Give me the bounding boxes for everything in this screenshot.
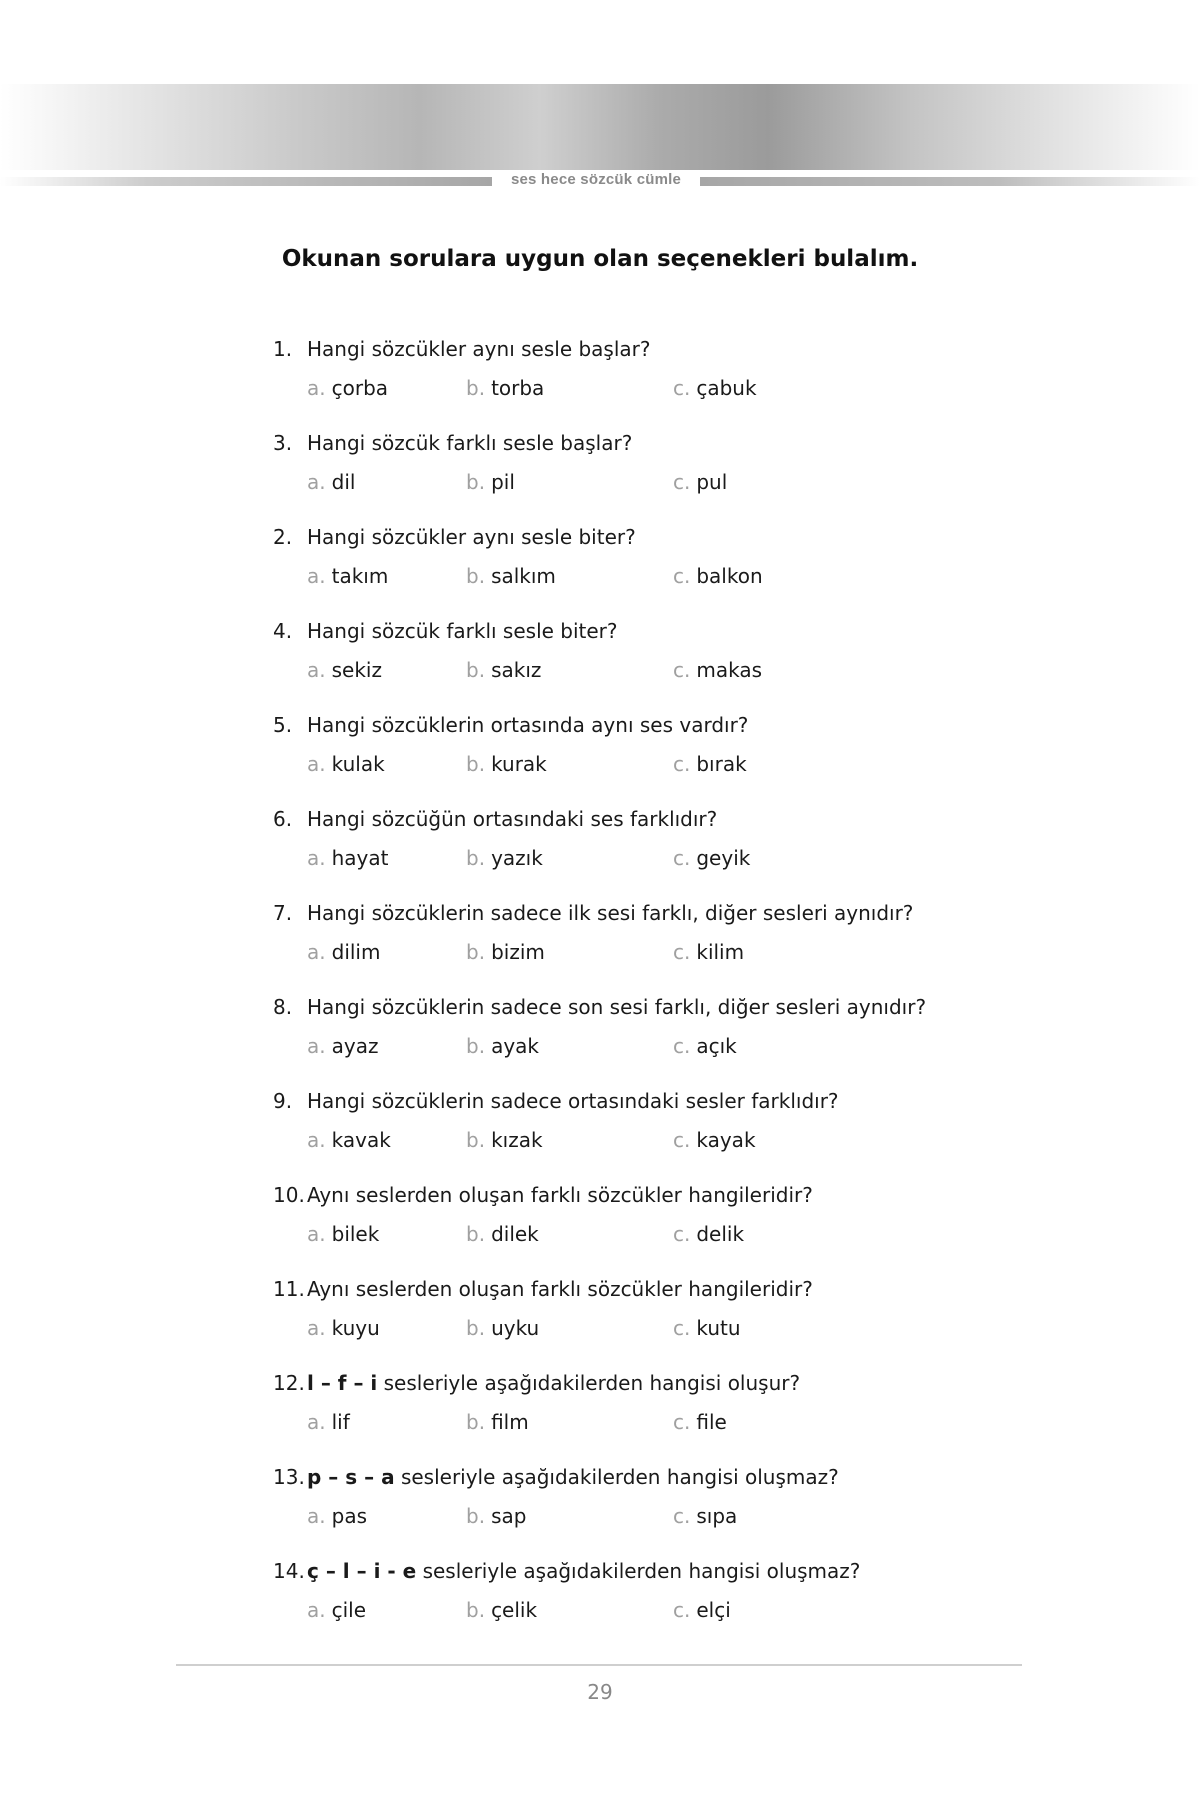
option-a[interactable] — [307, 463, 355, 501]
option-b[interactable] — [466, 1497, 526, 1535]
option-letter: b. — [466, 940, 486, 964]
option-b[interactable] — [466, 745, 547, 783]
option-row — [273, 369, 973, 407]
option-letter: b. — [466, 564, 486, 588]
question-text: Hangi sözcüklerin sadece ortasındaki sesler farklıdır? — [307, 1089, 839, 1113]
option-word: geyik — [696, 846, 751, 870]
option-row — [273, 745, 973, 783]
option-letter: c. — [673, 1504, 691, 1528]
question-item — [273, 803, 973, 897]
option-word: dil — [331, 470, 356, 494]
option-letter: b. — [466, 1128, 486, 1152]
question-number: 2. — [273, 525, 293, 549]
option-word: kuyu — [331, 1316, 380, 1340]
option-word: sekiz — [331, 658, 382, 682]
question-text: Hangi sözcükler aynı sesle biter? — [307, 525, 636, 549]
option-row — [273, 933, 973, 971]
option-letter: b. — [466, 470, 486, 494]
question-number: 5. — [273, 713, 293, 737]
question-text-line — [273, 991, 973, 1023]
option-letter: c. — [673, 1128, 691, 1152]
option-word: kayak — [696, 1128, 756, 1152]
option-word: bilek — [331, 1222, 380, 1246]
question-number: 4. — [273, 619, 293, 643]
option-word: pas — [331, 1504, 367, 1528]
question-text: Hangi sözcük farklı sesle biter? — [307, 619, 618, 643]
option-word: sakız — [491, 658, 542, 682]
option-letter: b. — [466, 1504, 486, 1528]
option-letter: c. — [673, 846, 691, 870]
question-number: 6. — [273, 807, 293, 831]
option-c[interactable] — [673, 933, 744, 971]
option-letter: a. — [307, 376, 326, 400]
option-a[interactable] — [307, 369, 388, 407]
option-word: pul — [696, 470, 728, 494]
option-b[interactable] — [466, 369, 544, 407]
option-c[interactable] — [673, 557, 763, 595]
option-word: çorba — [331, 376, 389, 400]
option-c[interactable] — [673, 1215, 744, 1253]
question-text-line — [273, 1461, 973, 1493]
option-c[interactable] — [673, 839, 750, 877]
option-row — [273, 1309, 973, 1347]
option-row — [273, 1027, 973, 1065]
option-word: uyku — [491, 1316, 540, 1340]
option-word: kurak — [491, 752, 547, 776]
option-word: kızak — [491, 1128, 543, 1152]
question-item — [273, 1085, 973, 1179]
option-word: dilek — [491, 1222, 539, 1246]
option-a[interactable] — [307, 1403, 350, 1441]
option-letter: b. — [466, 1222, 486, 1246]
question-text-line — [273, 1179, 973, 1211]
option-word: balkon — [696, 564, 763, 588]
option-letter: c. — [673, 564, 691, 588]
question-text-line — [273, 427, 973, 459]
question-text-line — [273, 521, 973, 553]
option-word: makas — [696, 658, 763, 682]
option-row — [273, 839, 973, 877]
option-a[interactable] — [307, 1497, 367, 1535]
option-word: sap — [491, 1504, 527, 1528]
option-letter: a. — [307, 658, 326, 682]
question-number: 8. — [273, 995, 293, 1019]
option-word: dilim — [331, 940, 381, 964]
option-a[interactable] — [307, 1027, 378, 1065]
question-number: 7. — [273, 901, 293, 925]
option-letter: c. — [673, 376, 691, 400]
header-band — [0, 84, 1200, 170]
option-word: kulak — [331, 752, 385, 776]
option-a[interactable] — [307, 745, 385, 783]
question-text-line — [273, 615, 973, 647]
question-text: Hangi sözcüklerin sadece son sesi farklı, diğer sesleri aynıdır? — [307, 995, 927, 1019]
option-word: torba — [491, 376, 545, 400]
page-number: 29 — [587, 1680, 613, 1704]
option-b[interactable] — [466, 463, 515, 501]
option-b[interactable] — [466, 557, 556, 595]
option-c[interactable] — [673, 1591, 731, 1629]
option-c[interactable] — [673, 651, 762, 689]
option-letter: a. — [307, 1598, 326, 1622]
option-letter: a. — [307, 846, 326, 870]
option-b[interactable] — [466, 651, 541, 689]
option-row — [273, 1121, 973, 1159]
option-a[interactable] — [307, 651, 382, 689]
question-text: sesleriyle aşağıdakilerden hangisi oluşmaz? — [422, 1559, 861, 1583]
question-item — [273, 709, 973, 803]
option-word: bırak — [696, 752, 747, 776]
option-c[interactable] — [673, 1403, 727, 1441]
question-item — [273, 427, 973, 521]
option-letter: a. — [307, 1128, 326, 1152]
option-letter: c. — [673, 940, 691, 964]
question-text: sesleriyle aşağıdakilerden hangisi oluşmaz? — [400, 1465, 839, 1489]
option-word: açık — [696, 1034, 737, 1058]
question-text-line — [273, 803, 973, 835]
option-letter: a. — [307, 1316, 326, 1340]
question-text: Aynı seslerden oluşan farklı sözcükler hangileridir? — [307, 1277, 813, 1301]
option-word: sıpa — [696, 1504, 738, 1528]
option-c[interactable] — [673, 463, 727, 501]
option-row — [273, 1497, 973, 1535]
option-word: yazık — [491, 846, 543, 870]
header-strip-left — [0, 177, 492, 186]
option-c[interactable] — [673, 1121, 756, 1159]
question-item — [273, 1555, 973, 1649]
option-word: çabuk — [696, 376, 757, 400]
option-a[interactable] — [307, 1591, 366, 1629]
question-text-line — [273, 1367, 973, 1399]
option-word: ayak — [491, 1034, 539, 1058]
option-word: delik — [696, 1222, 745, 1246]
option-letter: c. — [673, 1034, 691, 1058]
question-number: 13. — [273, 1465, 305, 1489]
option-letter: a. — [307, 1222, 326, 1246]
option-word: ayaz — [331, 1034, 379, 1058]
question-item — [273, 1273, 973, 1367]
option-c[interactable] — [673, 1309, 741, 1347]
option-b[interactable] — [466, 933, 545, 971]
question-sounds: p – s – a — [307, 1465, 395, 1489]
question-number: 3. — [273, 431, 293, 455]
question-text-line — [273, 333, 973, 365]
option-word: pil — [491, 470, 515, 494]
option-letter: c. — [673, 1316, 691, 1340]
option-letter: c. — [673, 1410, 691, 1434]
question-text: Hangi sözcük farklı sesle başlar? — [307, 431, 633, 455]
question-item — [273, 991, 973, 1085]
option-letter: c. — [673, 1222, 691, 1246]
option-letter: c. — [673, 658, 691, 682]
option-letter: a. — [307, 1504, 326, 1528]
option-letter: c. — [673, 470, 691, 494]
option-a[interactable] — [307, 1309, 380, 1347]
option-c[interactable] — [673, 369, 757, 407]
footer-divider — [176, 1664, 1022, 1666]
header-strip-right — [700, 177, 1200, 186]
option-word: çelik — [491, 1598, 538, 1622]
option-letter: b. — [466, 658, 486, 682]
option-b[interactable] — [466, 1027, 539, 1065]
option-letter: c. — [673, 1598, 691, 1622]
question-text-line — [273, 1555, 973, 1587]
option-c[interactable] — [673, 745, 747, 783]
option-b[interactable] — [466, 1121, 543, 1159]
option-letter: c. — [673, 752, 691, 776]
option-word: bizim — [491, 940, 545, 964]
question-sounds: ç – l – i - e — [307, 1559, 417, 1583]
question-item — [273, 333, 973, 427]
option-letter: a. — [307, 1034, 326, 1058]
option-c[interactable] — [673, 1027, 737, 1065]
option-letter: b. — [466, 1316, 486, 1340]
option-word: file — [696, 1410, 727, 1434]
question-item — [273, 1179, 973, 1273]
option-letter: b. — [466, 1410, 486, 1434]
question-text: sesleriyle aşağıdakilerden hangisi oluşur? — [383, 1371, 801, 1395]
option-row — [273, 557, 973, 595]
instruction-heading: Okunan sorulara uygun olan seçenekleri bulalım. — [281, 246, 919, 272]
option-word: lif — [331, 1410, 350, 1434]
question-text: Hangi sözcüğün ortasındaki ses farklıdır? — [307, 807, 718, 831]
question-text: Hangi sözcükler aynı sesle başlar? — [307, 337, 651, 361]
question-text: Hangi sözcüklerin ortasında aynı ses vardır? — [307, 713, 749, 737]
question-item — [273, 521, 973, 615]
option-a[interactable] — [307, 557, 388, 595]
option-b[interactable] — [466, 1403, 529, 1441]
option-word: salkım — [491, 564, 556, 588]
option-letter: a. — [307, 752, 326, 776]
question-list — [273, 333, 973, 1649]
question-text: Aynı seslerden oluşan farklı sözcükler hangileridir? — [307, 1183, 813, 1207]
option-word: film — [491, 1410, 529, 1434]
option-word: takım — [331, 564, 389, 588]
option-letter: a. — [307, 470, 326, 494]
question-item — [273, 615, 973, 709]
option-a[interactable] — [307, 933, 380, 971]
question-text-line — [273, 897, 973, 929]
option-letter: b. — [466, 1034, 486, 1058]
option-row — [273, 1591, 973, 1629]
question-sounds: l – f – i — [307, 1371, 378, 1395]
question-number: 10. — [273, 1183, 305, 1207]
option-letter: a. — [307, 940, 326, 964]
option-word: hayat — [331, 846, 389, 870]
option-a[interactable] — [307, 1215, 379, 1253]
option-word: kilim — [696, 940, 745, 964]
option-row — [273, 1403, 973, 1441]
option-a[interactable] — [307, 839, 389, 877]
option-b[interactable] — [466, 1591, 537, 1629]
option-letter: a. — [307, 564, 326, 588]
option-word: çile — [331, 1598, 367, 1622]
option-row — [273, 1215, 973, 1253]
question-number: 9. — [273, 1089, 293, 1113]
question-number: 14. — [273, 1559, 305, 1583]
question-number: 1. — [273, 337, 293, 361]
question-number: 12. — [273, 1371, 305, 1395]
option-letter: b. — [466, 376, 486, 400]
option-letter: b. — [466, 846, 486, 870]
option-letter: a. — [307, 1410, 326, 1434]
option-word: elçi — [696, 1598, 731, 1622]
option-b[interactable] — [466, 839, 543, 877]
option-a[interactable] — [307, 1121, 391, 1159]
question-text-line — [273, 1085, 973, 1117]
option-letter: b. — [466, 1598, 486, 1622]
option-c[interactable] — [673, 1497, 737, 1535]
option-b[interactable] — [466, 1215, 539, 1253]
option-word: kutu — [696, 1316, 741, 1340]
option-row — [273, 651, 973, 689]
option-row — [273, 463, 973, 501]
question-text-line — [273, 709, 973, 741]
question-text-line — [273, 1273, 973, 1305]
option-word: kavak — [331, 1128, 391, 1152]
option-b[interactable] — [466, 1309, 539, 1347]
option-letter: b. — [466, 752, 486, 776]
question-number: 11. — [273, 1277, 305, 1301]
question-item — [273, 897, 973, 991]
question-text: Hangi sözcüklerin sadece ilk sesi farklı, diğer sesleri aynıdır? — [307, 901, 914, 925]
question-item — [273, 1461, 973, 1555]
question-item — [273, 1367, 973, 1461]
header-label: ses hece sözcük cümle — [510, 171, 682, 188]
